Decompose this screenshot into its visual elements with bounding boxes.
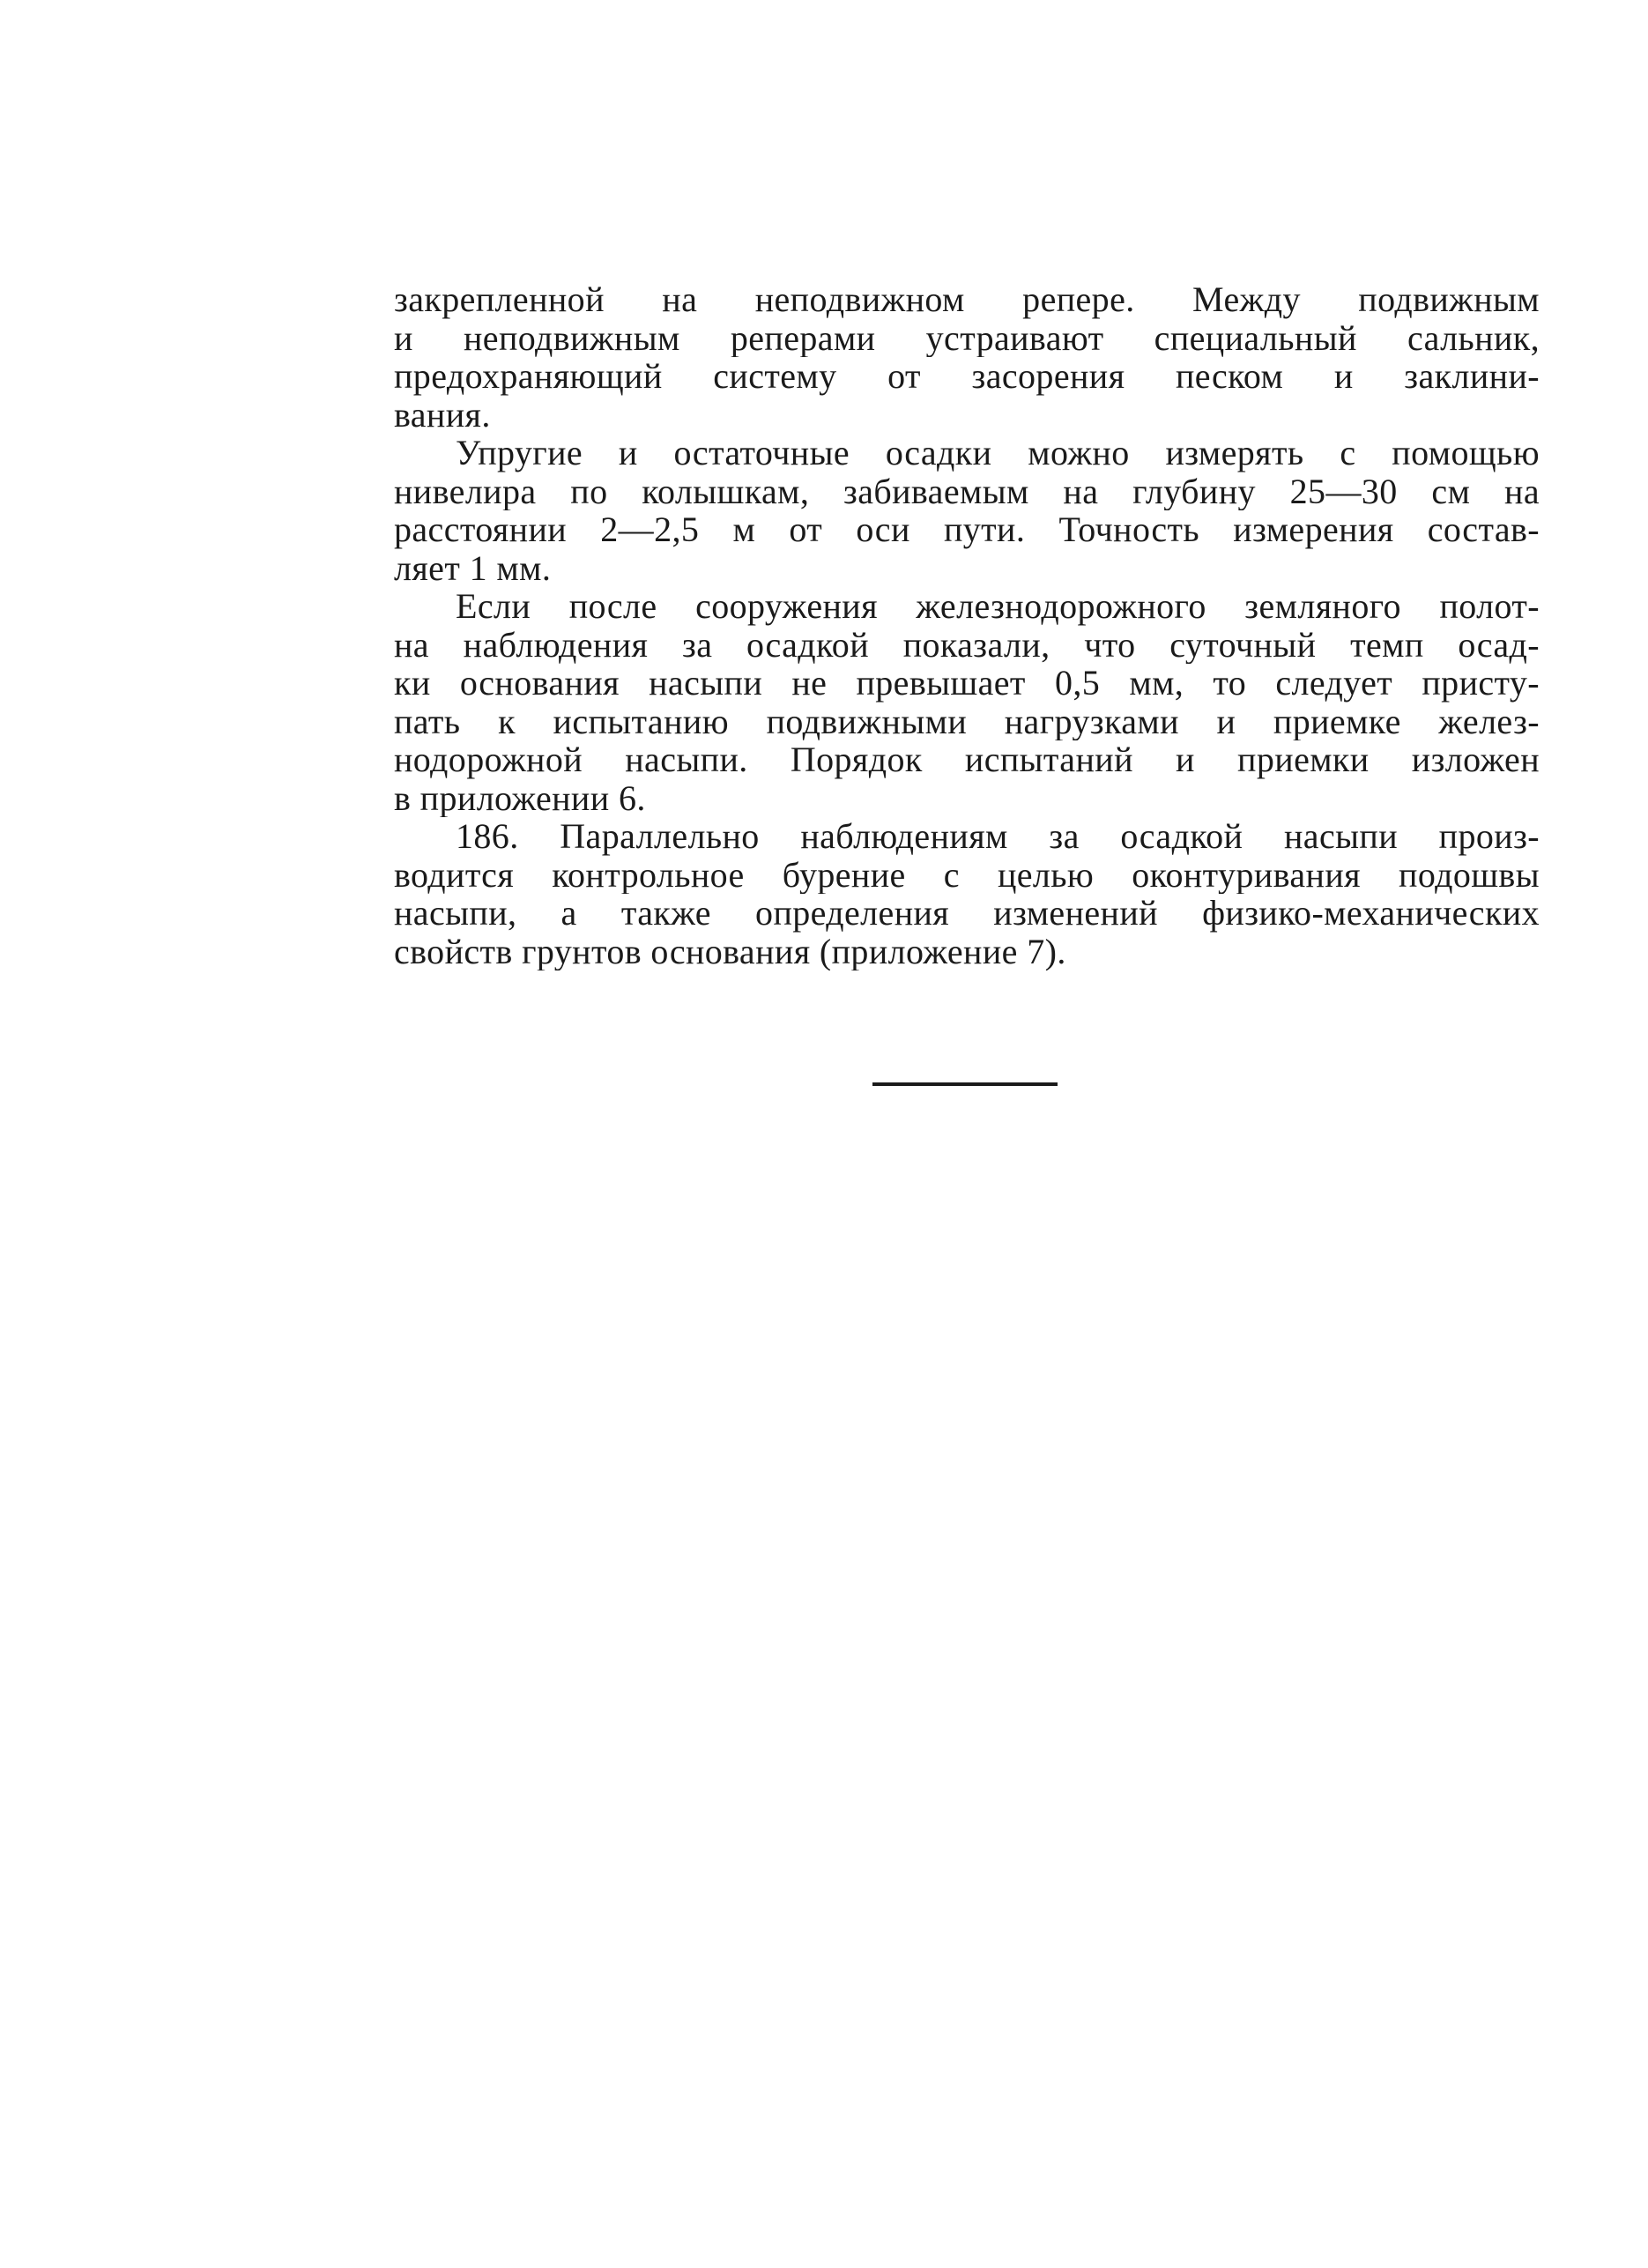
text-line: закрепленной на неподвижном репере. Между подвижным — [394, 280, 1540, 319]
text-line: свойств грунтов основания (приложение 7). — [394, 932, 1066, 970]
text-line: водится контрольное бурение с целью оконтуривания подошвы — [394, 855, 1540, 894]
text-line: расстоянии 2—2,5 м от оси пути. Точность измерения состав- — [394, 510, 1540, 549]
text-line: предохраняющий систему от засорения песком и заклини- — [394, 357, 1540, 396]
text-line: нодорожной насыпи. Порядок испытаний и приемки изложен — [394, 740, 1540, 779]
text-line: нивелира по колышкам, забиваемым на глубину 25—30 см на — [394, 472, 1540, 510]
text-line: насыпи, а также определения изменений физико-механических — [394, 894, 1540, 933]
text-line: Если после сооружения железнодорожного земляного полот- — [456, 587, 1540, 626]
text-line: вания. — [394, 395, 491, 434]
body-text — [394, 280, 1540, 970]
text-line: в приложении 6. — [394, 778, 646, 817]
paragraph — [394, 434, 1540, 587]
text-line: ляет 1 мм. — [394, 548, 552, 587]
section-divider — [872, 1082, 1058, 1086]
text-line: на наблюдения за осадкой показали, что суточный темп осад- — [394, 625, 1540, 664]
text-line: 186. Параллельно наблюдениям за осадкой насыпи произ- — [456, 817, 1540, 856]
text-line: пать к испытанию подвижными нагрузками и приемке желез- — [394, 702, 1540, 740]
text-line: и неподвижным реперами устраивают специальный сальник, — [394, 318, 1540, 357]
text-line: Упругие и остаточные осадки можно измерять с помощью — [456, 434, 1540, 472]
paragraph — [394, 587, 1540, 817]
paragraph — [394, 280, 1540, 434]
paragraph — [394, 817, 1540, 970]
text-line: ки основания насыпи не превышает 0,5 мм, то следует присту- — [394, 664, 1540, 703]
